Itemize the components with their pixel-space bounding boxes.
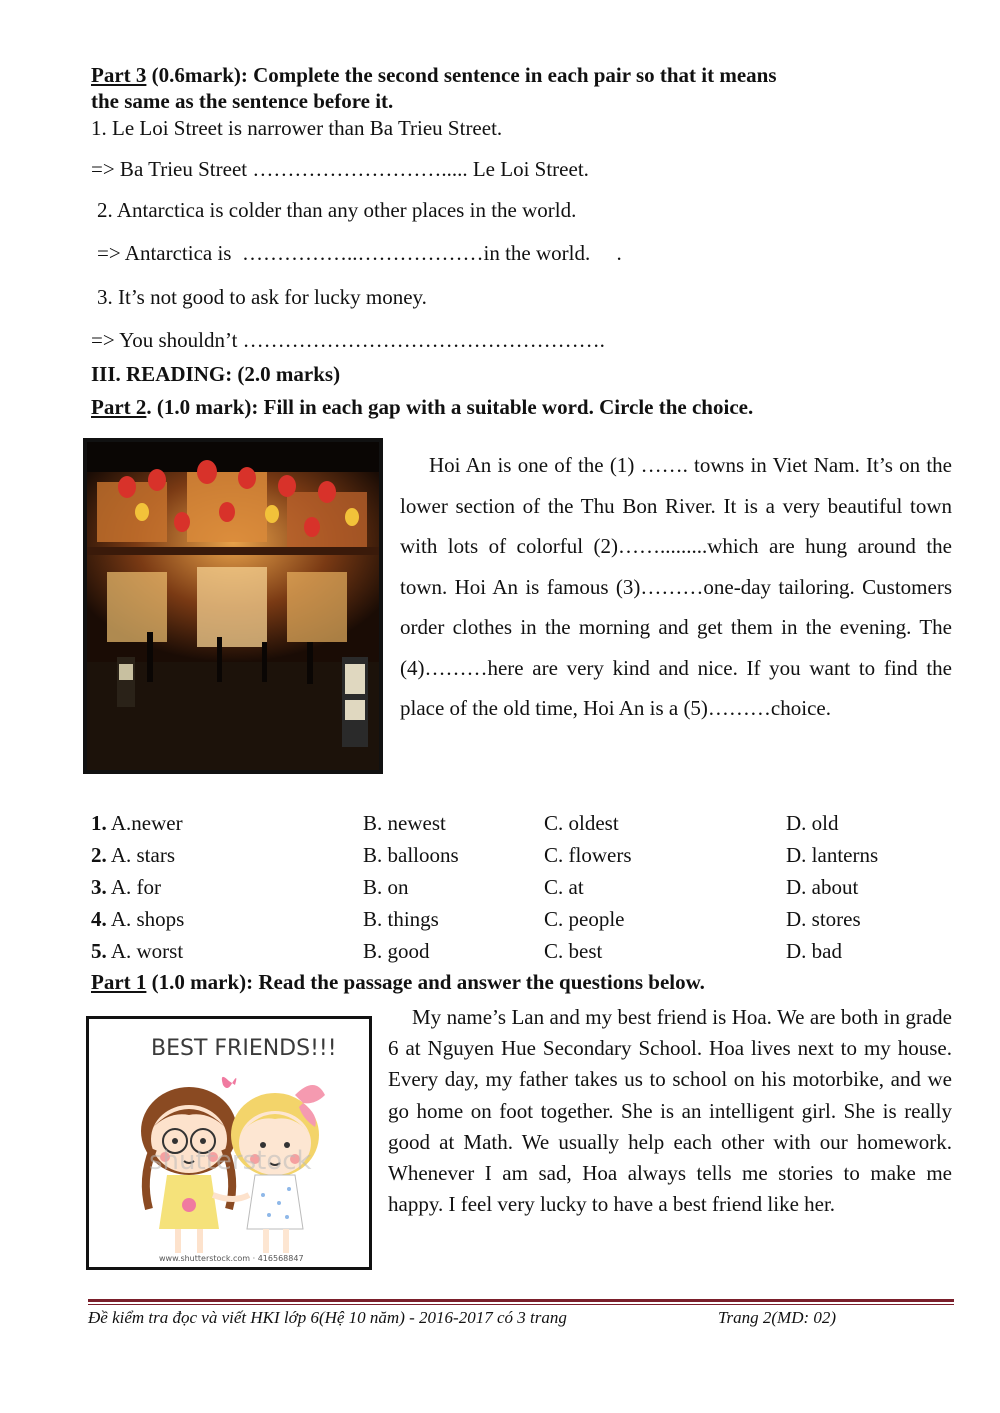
option-row-1-c[interactable]: C. oldest	[544, 811, 619, 835]
option-a-text: A.newer	[106, 811, 183, 835]
option-row-2-b[interactable]: B. balloons	[363, 843, 459, 867]
part3-title-rest: (0.6mark): Complete the second sentence in each pair so that it means	[146, 63, 777, 87]
part3-label: Part 3	[91, 63, 147, 87]
reading-heading: III. READING: (2.0 marks)	[91, 362, 341, 386]
option-row-3-a[interactable]	[91, 876, 161, 899]
option-a-text: A. for	[106, 875, 161, 899]
option-row-1-b[interactable]: B. newest	[363, 811, 446, 835]
part1-label: Part 1	[91, 970, 147, 994]
option-row-5-a[interactable]	[91, 940, 183, 963]
watermark: shutterstock	[149, 1146, 312, 1176]
option-row-4-d[interactable]: D. stores	[786, 907, 861, 931]
part2-label: Part 2	[91, 395, 147, 419]
part3-title	[91, 64, 777, 87]
option-row-2-c[interactable]: C. flowers	[544, 843, 632, 867]
part1-title-rest: (1.0 mark): Read the passage and answer the questions below.	[146, 970, 705, 994]
part2-title	[91, 396, 753, 419]
option-row-5-d[interactable]: D. bad	[786, 939, 842, 963]
option-a-text: A. shops	[106, 907, 185, 931]
part3-rewrite-2: => Antarctica is ……………..………………in the world. .	[97, 241, 622, 265]
part2-passage: Hoi An is one of the (1) ……. towns in Viet Nam. It’s on the lower section of the Thu Bon River. It is a very beautiful town with lots of colorful (2)…….........which are hung around the town. Hoi An is famous (3)………one-day tailoring. Customers order clothes in the morning and get them in the evening. The (4)………here are very kind and nice. If you want to find the place of the old time, Hoi An is a (5)………choice.	[400, 453, 952, 720]
part2-title-rest: . (1.0 mark): Fill in each gap with a suitable word. Circle the choice.	[146, 395, 754, 419]
option-a-text: A. stars	[106, 843, 175, 867]
option-row-4-b[interactable]: B. things	[363, 907, 439, 931]
illustration-caption: BEST FRIENDS!!!	[151, 1036, 337, 1061]
option-row-3-b[interactable]: B. on	[363, 875, 409, 899]
part3-rewrite-3: => You shouldn’t …………………………………………….	[91, 328, 605, 352]
question-number: 4.	[91, 907, 107, 931]
question-number: 2.	[91, 843, 107, 867]
option-row-3-c[interactable]: C. at	[544, 875, 584, 899]
question-number: 1.	[91, 811, 107, 835]
option-row-2-d[interactable]: D. lanterns	[786, 843, 879, 867]
option-row-5-b[interactable]: B. good	[363, 939, 430, 963]
part3-sentence-3: 3. It’s not good to ask for lucky money.	[97, 285, 427, 309]
hoi-an-photo	[83, 438, 383, 774]
part1-title	[91, 971, 705, 994]
question-number: 5.	[91, 939, 107, 963]
part3-sentence-2: 2. Antarctica is colder than any other places in the world.	[97, 198, 577, 222]
option-row-3-d[interactable]: D. about	[786, 875, 859, 899]
option-row-4-a[interactable]	[91, 908, 184, 931]
option-row-1-d[interactable]: D. old	[786, 811, 839, 835]
part3-title-line2: the same as the sentence before it.	[91, 89, 394, 113]
question-number: 3.	[91, 875, 107, 899]
part3-sentence-1: 1. Le Loi Street is narrower than Ba Trieu Street.	[91, 116, 503, 140]
option-row-4-c[interactable]: C. people	[544, 907, 625, 931]
option-row-2-a[interactable]	[91, 844, 175, 867]
part1-passage: My name’s Lan and my best friend is Hoa. We are both in grade 6 at Nguyen Hue Secondary School. Hoa lives next to my house. Every day, my father takes us to school on his motorbike, and we go home on foot together. She is an intelligent girl. She is really good at Math. We usually help each other with our homework. Whenever I am sad, Hoa always tells me stories to make me happy. I feel very lucky to have a best friend like her.	[388, 1005, 952, 1217]
footer-rule	[88, 1299, 954, 1302]
footer-rule-thin	[88, 1304, 954, 1305]
best-friends-illustration	[86, 1016, 372, 1270]
option-a-text: A. worst	[106, 939, 184, 963]
part3-rewrite-1: => Ba Trieu Street ………………………..... Le Loi Street.	[91, 157, 589, 181]
option-row-1-a[interactable]	[91, 812, 183, 835]
option-row-5-c[interactable]: C. best	[544, 939, 603, 963]
footer-left: Đề kiểm tra đọc và viết HKI lớp 6(Hệ 10 năm) - 2016-2017 có 3 trang	[88, 1308, 567, 1327]
image-credit: www.shutterstock.com · 416568847	[159, 1254, 304, 1263]
footer-right: Trang 2(MD: 02)	[718, 1308, 837, 1327]
